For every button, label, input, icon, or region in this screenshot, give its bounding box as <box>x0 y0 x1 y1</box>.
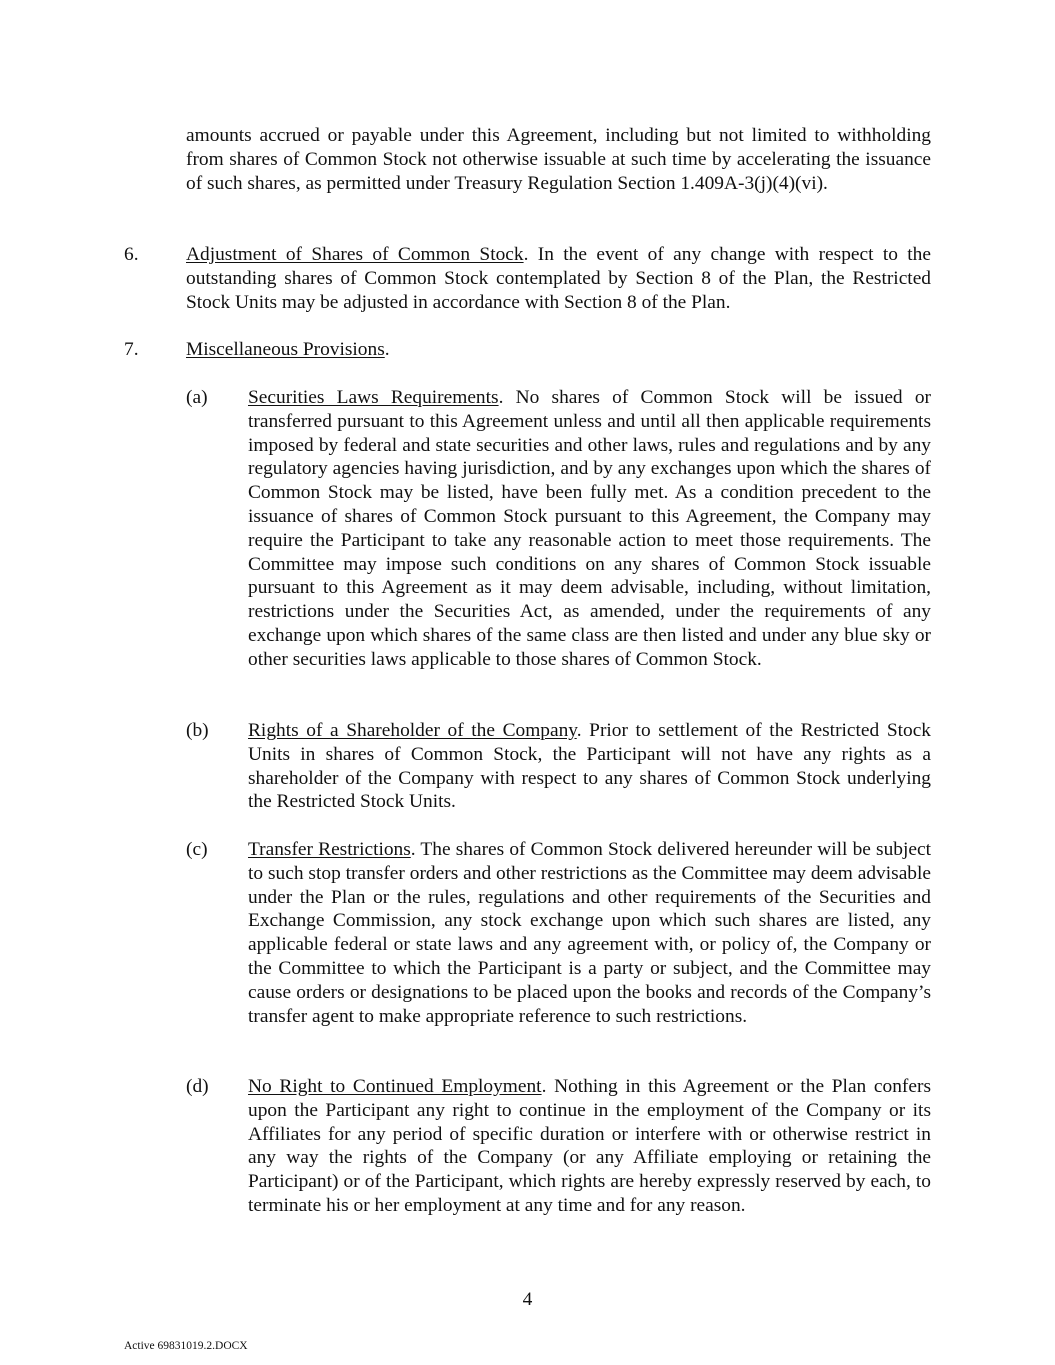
section-7-heading: Miscellaneous Provisions <box>186 339 385 360</box>
subsection-b-heading: Rights of a Shareholder of the Company <box>248 720 577 741</box>
subsection-a-heading: Securities Laws Requirements <box>248 387 499 408</box>
subsection-b-text: . Prior to settlement of the Restricted Stock Units in shares of Common Stock, the Participant will not have any rights as a shareholder of the Company with respect to any shares of Common Stock underlying the Restricted Stock Units. <box>248 720 931 813</box>
subsection-a-text: . No shares of Common Stock will be issued or transferred pursuant to this Agreement unless and until all then applicable requirements imposed by federal and state securities and other laws, rules and regulations and by any regulatory agencies having jurisdiction, and by any exchanges upon which the shares of Common Stock may be listed, have been fully met. As a condition precedent to the issuance of shares of Common Stock pursuant to this Agreement, the Company may require the Participant to take any reasonable action to meet those requirements. The Committee may impose such conditions on any shares of Common Stock issuable pursuant to this Agreement as it may deem advisable, including, without limitation, restrictions under the Securities Act, as amended, under the requirements of any exchange upon which shares of the same class are then listed and under any blue sky or other securities laws applicable to those shares of Common Stock. <box>248 387 931 670</box>
section-6-heading: Adjustment of Shares of Common Stock <box>186 244 524 265</box>
subsection-c-label: (c) <box>186 839 208 860</box>
subsection-a-paragraph <box>248 386 931 672</box>
subsection-b-label: (b) <box>186 720 209 741</box>
section-7-paragraph <box>186 338 931 362</box>
subsection-b-paragraph <box>248 719 931 814</box>
section-6-paragraph <box>186 243 931 314</box>
subsection-a-label: (a) <box>186 387 208 408</box>
section-6-text: . In the event of any change with respect to the outstanding shares of Common Stock contemplated by Section 8 of the Plan, the Restricted Stock Units may be adjusted in accordance with Section 8 of the Plan. <box>186 244 931 313</box>
subsection-d-label: (d) <box>186 1076 209 1097</box>
section-7-suffix: . <box>384 339 390 360</box>
continuation-paragraph <box>186 124 931 195</box>
subsection-d-heading: No Right to Continued Employment <box>248 1076 542 1097</box>
document-footer-id: Active 69831019.2.DOCX <box>124 1340 248 1352</box>
subsection-c-heading: Transfer Restrictions <box>248 839 411 860</box>
subsection-c-paragraph <box>248 838 931 1028</box>
subsection-c-text: . The shares of Common Stock delivered hereunder will be subject to such stop transfer orders and other restrictions as the Committee may deem advisable under the Plan or the rules, regulations and other requirements of the Securities and Exchange Commission, any stock exchange upon which such shares are listed, any applicable federal or state laws and any agreement with, or policy of, the Company or the Committee to which the Participant is a party or subject, and the Committee may cause orders or designations to be placed upon the books and records of the Company’s transfer agent to make appropriate reference to such restrictions. <box>248 839 931 1027</box>
page-number: 4 <box>522 1289 533 1310</box>
continuation-text: amounts accrued or payable under this Agreement, including but not limited to withholding from shares of Common Stock not otherwise issuable at such time by accelerating the issuance of such shares, as permitted under Treasury Regulation Section 1.409A-3(j)(4)(vi). <box>186 125 931 194</box>
subsection-d-text: . Nothing in this Agreement or the Plan confers upon the Participant any right to continue in the employment of the Company or its Affiliates for any period of specific duration or interfere with or otherwise restrict in any way the rights of the Company (or any Affiliate employing or retaining the Participant) or of the Participant, which rights are hereby expressly reserved by each, to terminate his or her employment at any time and for any reason. <box>248 1076 931 1216</box>
section-7-number: 7. <box>124 339 139 360</box>
subsection-d-paragraph <box>248 1075 931 1218</box>
section-6-number: 6. <box>124 244 139 265</box>
